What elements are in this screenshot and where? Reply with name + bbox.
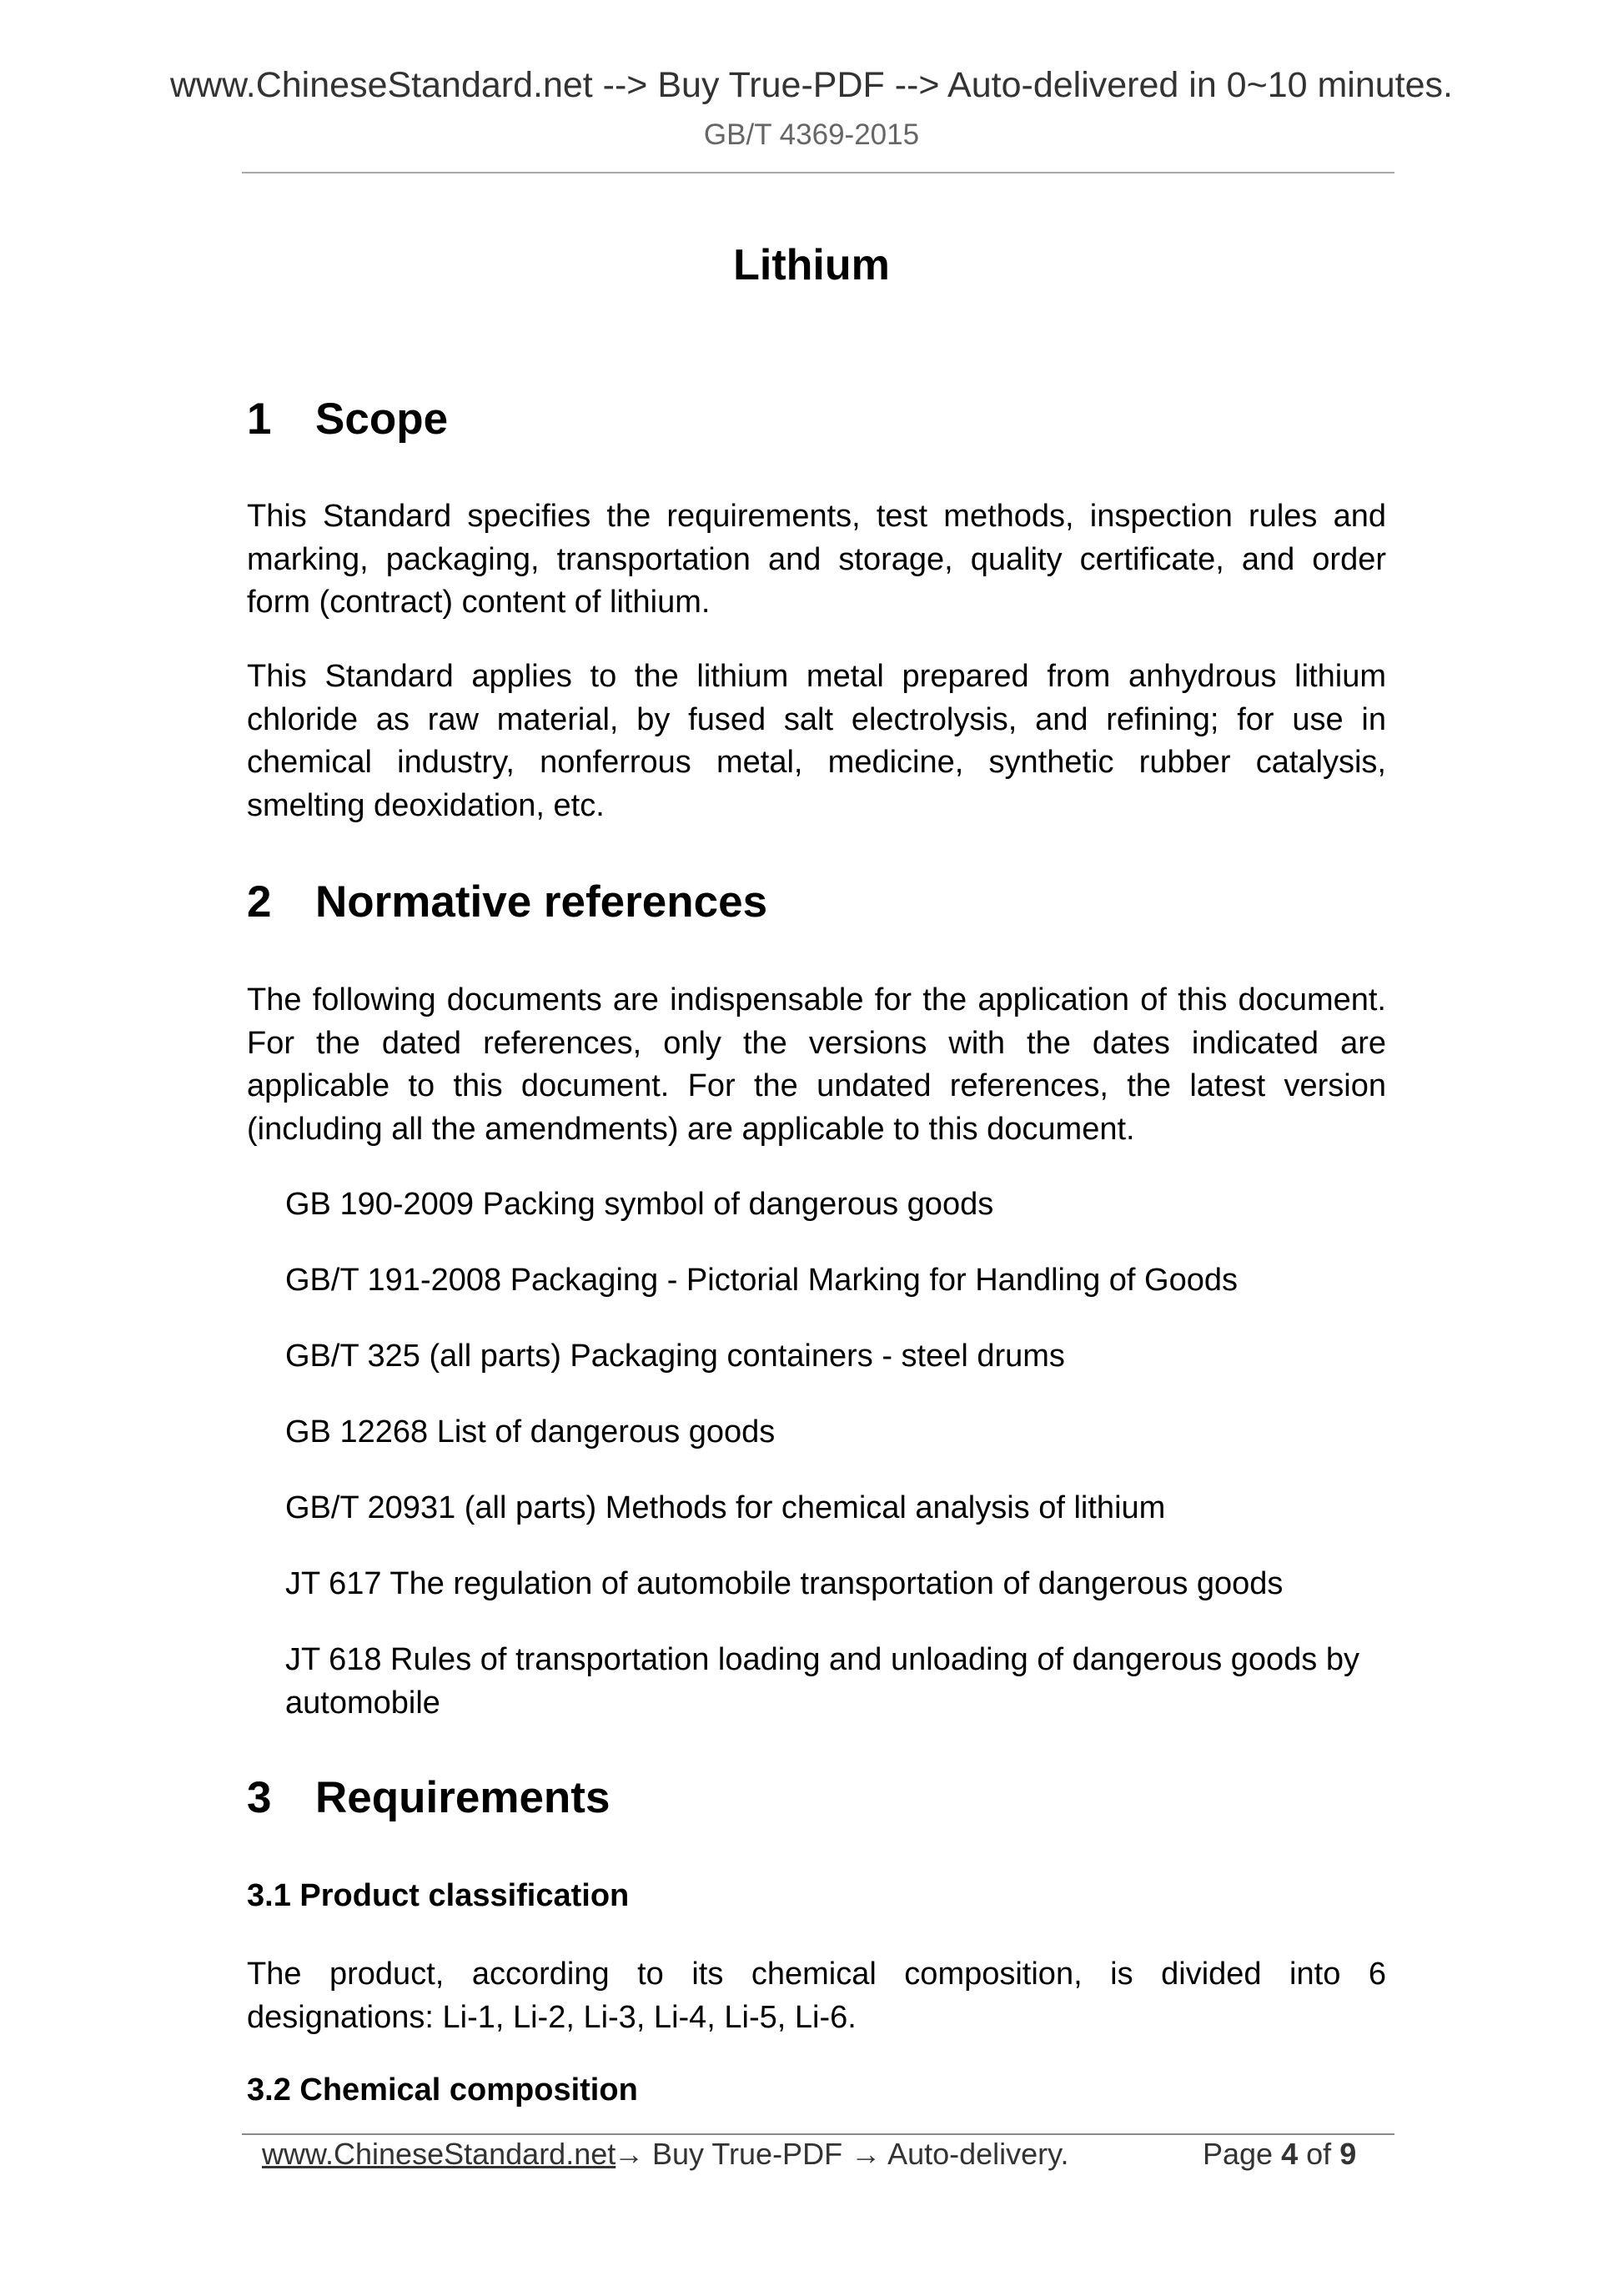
header-divider: [242, 172, 1394, 173]
reference-item: GB 12268 List of dangerous goods: [285, 1414, 776, 1449]
footer-link[interactable]: www.ChineseStandard.net: [262, 2137, 616, 2171]
references-intro: The following documents are indispensable for the application of this document. For the dated references, only the versions with the dates indicated are applicable to this document. For the undated references, the latest version (including all the amendments) are applicable to this document.: [247, 982, 1386, 1147]
classification-paragraph: The product, according to its chemical composition, is divided into 6 designations: Li-1, Li-2, Li-3, Li-4, Li-5, Li-6.: [247, 1957, 1386, 2035]
section-1-heading: [247, 394, 448, 445]
scope-paragraph-2: This Standard applies to the lithium metal prepared from anhydrous lithium chloride as raw material, by fused salt electrolysis, and refining; for use in chemical industry, nonferrous metal, medicine, synthetic rubber catalysis, smelting deoxidation, etc.: [247, 659, 1386, 823]
section-2-title: Normative references: [315, 877, 768, 927]
reference-item: GB/T 325 (all parts) Packaging containers - steel drums: [285, 1339, 1065, 1374]
footer-divider: [242, 2133, 1394, 2135]
subsection-3-1-heading: 3.1 Product classification: [247, 1878, 630, 1913]
page-indicator: [1203, 2137, 1356, 2172]
section-3-number: 3: [247, 1773, 272, 1822]
page-current: 4: [1281, 2137, 1299, 2171]
reference-item: JT 617 The regulation of automobile transportation of dangerous goods: [285, 1566, 1284, 1601]
header-banner[interactable]: www.ChineseStandard.net --> Buy True-PDF --> Auto-delivered in 0~10 minutes.: [169, 65, 1453, 105]
reference-item: GB/T 191-2008 Packaging - Pictorial Marking for Handling of Goods: [285, 1263, 1239, 1298]
reference-item: JT 618 Rules of transportation loading and unloading of dangerous goods by automobile: [285, 1642, 1359, 1721]
reference-item: GB/T 20931 (all parts) Methods for chemical analysis of lithium: [285, 1490, 1166, 1525]
page-total: 9: [1339, 2137, 1357, 2171]
page-word: Page: [1203, 2137, 1274, 2171]
section-3-title: Requirements: [315, 1773, 611, 1822]
section-1-title: Scope: [315, 394, 449, 444]
section-3-heading: [247, 1772, 610, 1823]
standard-code: GB/T 4369-2015: [703, 118, 920, 151]
section-2-number: 2: [247, 877, 272, 927]
of-word: of: [1306, 2137, 1332, 2171]
document-title: Lithium: [733, 241, 890, 289]
section-2-heading: [247, 877, 767, 927]
footer-tagline: → Buy True-PDF → Auto-delivery.: [614, 2137, 1069, 2171]
scope-paragraph-1: This Standard specifies the requirements, test methods, inspection rules and marking, packaging, transportation and storage, quality certificate, and order form (contract) content of lithium.: [247, 499, 1386, 620]
reference-item: GB 190-2009 Packing symbol of dangerous goods: [285, 1187, 994, 1222]
section-1-number: 1: [247, 394, 272, 444]
subsection-3-2-heading: 3.2 Chemical composition: [247, 2072, 638, 2108]
